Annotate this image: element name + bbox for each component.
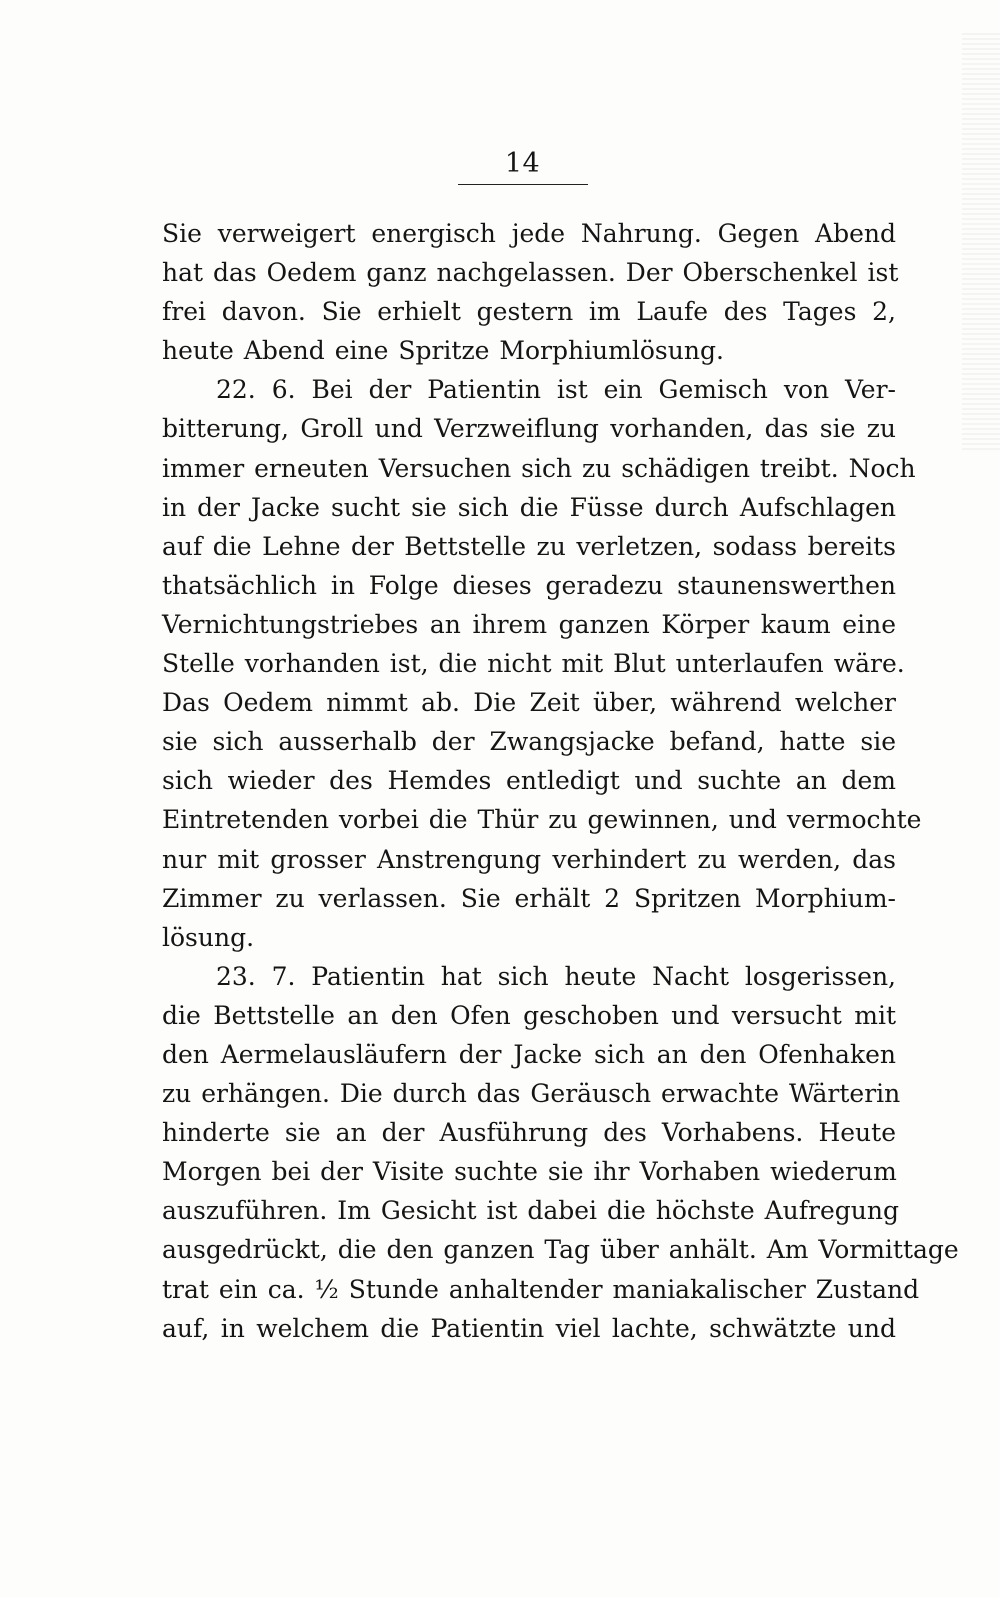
- text-line: den Aermelausläufern der Jacke sich an den Ofenhaken: [162, 1039, 896, 1069]
- text-line: bitterung, Groll und Verzweiflung vorhanden, das sie zu: [162, 414, 896, 444]
- text-line: auf die Lehne der Bettstelle zu verletzen, sodass bereits: [162, 531, 896, 561]
- text-line: sich wieder des Hemdes entledigt und suchte an dem: [162, 766, 896, 796]
- page-number: 14: [504, 148, 541, 179]
- text-line: in der Jacke sucht sie sich die Füsse durch Aufschlagen: [162, 492, 896, 522]
- text-line: heute Abend eine Spritze Morphiumlösung.: [162, 336, 724, 366]
- text-line: lösung.: [162, 922, 255, 952]
- text-line: Vernichtungstriebes an ihrem ganzen Körper kaum eine: [162, 609, 896, 639]
- text-line: Eintretenden vorbei die Thür zu gewinnen, und vermochte: [162, 805, 922, 835]
- text-line: hat das Oedem ganz nachgelassen. Der Oberschenkel ist: [162, 258, 899, 288]
- text-line: trat ein ca. ½ Stunde anhaltender maniakalischer Zustand: [162, 1274, 920, 1304]
- body-text: [162, 214, 959, 1348]
- text-line: thatsächlich in Folge dieses geradezu staunenswerthen: [162, 570, 896, 600]
- text-line: ausgedrückt, die den ganzen Tag über anhält. Am Vormittage: [162, 1235, 959, 1265]
- header-rule: [458, 184, 588, 185]
- text-line: 23. 7. Patientin hat sich heute Nacht losgerissen,: [216, 961, 896, 991]
- text-line: Morgen bei der Visite suchte sie ihr Vorhaben wiederum: [162, 1157, 897, 1187]
- text-line: Zimmer zu verlassen. Sie erhält 2 Spritzen Morphium-: [162, 883, 896, 913]
- page-edge-texture: [962, 30, 1000, 450]
- text-line: frei davon. Sie erhielt gestern im Laufe des Tages 2,: [162, 297, 896, 327]
- text-line: Stelle vorhanden ist, die nicht mit Blut unterlaufen wäre.: [162, 649, 905, 679]
- text-line: auf, in welchem die Patientin viel lachte, schwätzte und: [162, 1313, 896, 1343]
- text-line: Sie verweigert energisch jede Nahrung. Gegen Abend: [162, 219, 896, 248]
- page-number-header: [0, 148, 1000, 179]
- text-line: Das Oedem nimmt ab. Die Zeit über, während welcher: [162, 688, 896, 718]
- text-line: zu erhängen. Die durch das Geräusch erwachte Wärterin: [162, 1079, 901, 1109]
- text-line: auszuführen. Im Gesicht ist dabei die höchste Aufregung: [162, 1196, 899, 1226]
- text-line: immer erneuten Versuchen sich zu schädigen treibt. Noch: [162, 453, 916, 483]
- text-line: 22. 6. Bei der Patientin ist ein Gemisch von Ver-: [216, 375, 896, 405]
- text-line: hinderte sie an der Ausführung des Vorhabens. Heute: [162, 1118, 896, 1148]
- text-line: sie sich ausserhalb der Zwangsjacke befand, hatte sie: [162, 727, 896, 757]
- text-line: nur mit grosser Anstrengung verhindert zu werden, das: [162, 844, 896, 874]
- text-line: die Bettstelle an den Ofen geschoben und versucht mit: [162, 1000, 896, 1030]
